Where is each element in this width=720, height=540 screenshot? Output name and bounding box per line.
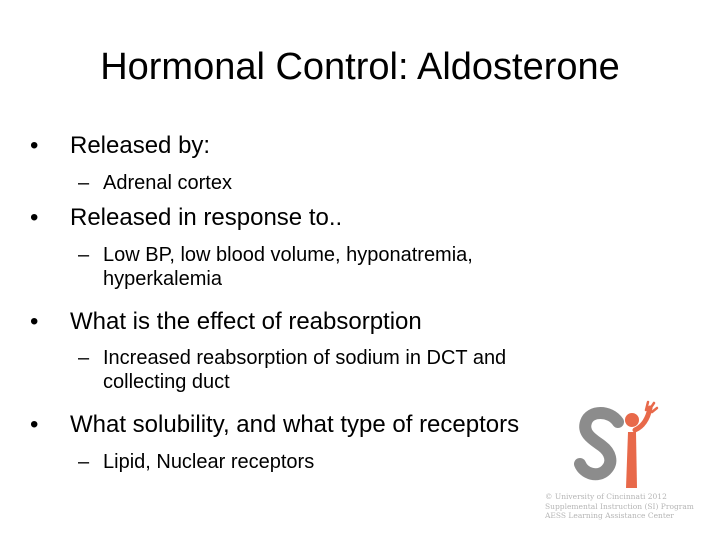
logo-caption-line: © University of Cincinnati 2012 [545,492,667,501]
dash-marker: – [78,451,90,473]
dash-marker: – [78,347,90,369]
bullet-text: Released in response to.. [70,204,343,231]
sub-bullet-text: Increased reabsorption of sodium in DCT and collecting duct [103,347,507,393]
bullet-3 [30,308,422,336]
si-logo-s-icon [580,413,618,474]
sub-bullet-1 [78,171,578,195]
sub-bullet-text: Low BP, low blood volume, hyponatremia, hyperkalemia [103,244,473,290]
bullet-2 [30,204,342,232]
logo-caption-line: AESS Learning Assistance Center [545,511,674,520]
bullet-text: What is the effect of reabsorption [70,308,422,335]
sub-bullet-3 [78,346,578,394]
bullet-text: Released by: [70,132,211,159]
bullet-text: What solubility, and what type of receptors [70,411,520,438]
dash-marker: – [78,244,90,266]
slide-title: Hormonal Control: Aldosterone [100,46,620,88]
bullet-dot: • [30,204,39,231]
logo-caption [545,492,720,521]
sub-bullet-4 [78,450,578,474]
bullet-dot: • [30,132,39,159]
bullet-4 [30,411,519,439]
sub-bullet-text: Adrenal cortex [103,172,232,194]
sub-bullet-text: Lipid, Nuclear receptors [103,451,315,473]
sub-bullet-2 [78,243,558,291]
bullet-1 [30,132,210,160]
bullet-dot: • [30,308,39,335]
dash-marker: – [78,172,90,194]
si-logo-i-icon [625,402,657,488]
bullet-dot: • [30,411,39,438]
logo-caption-line: Supplemental Instruction (SI) Program [545,501,694,511]
